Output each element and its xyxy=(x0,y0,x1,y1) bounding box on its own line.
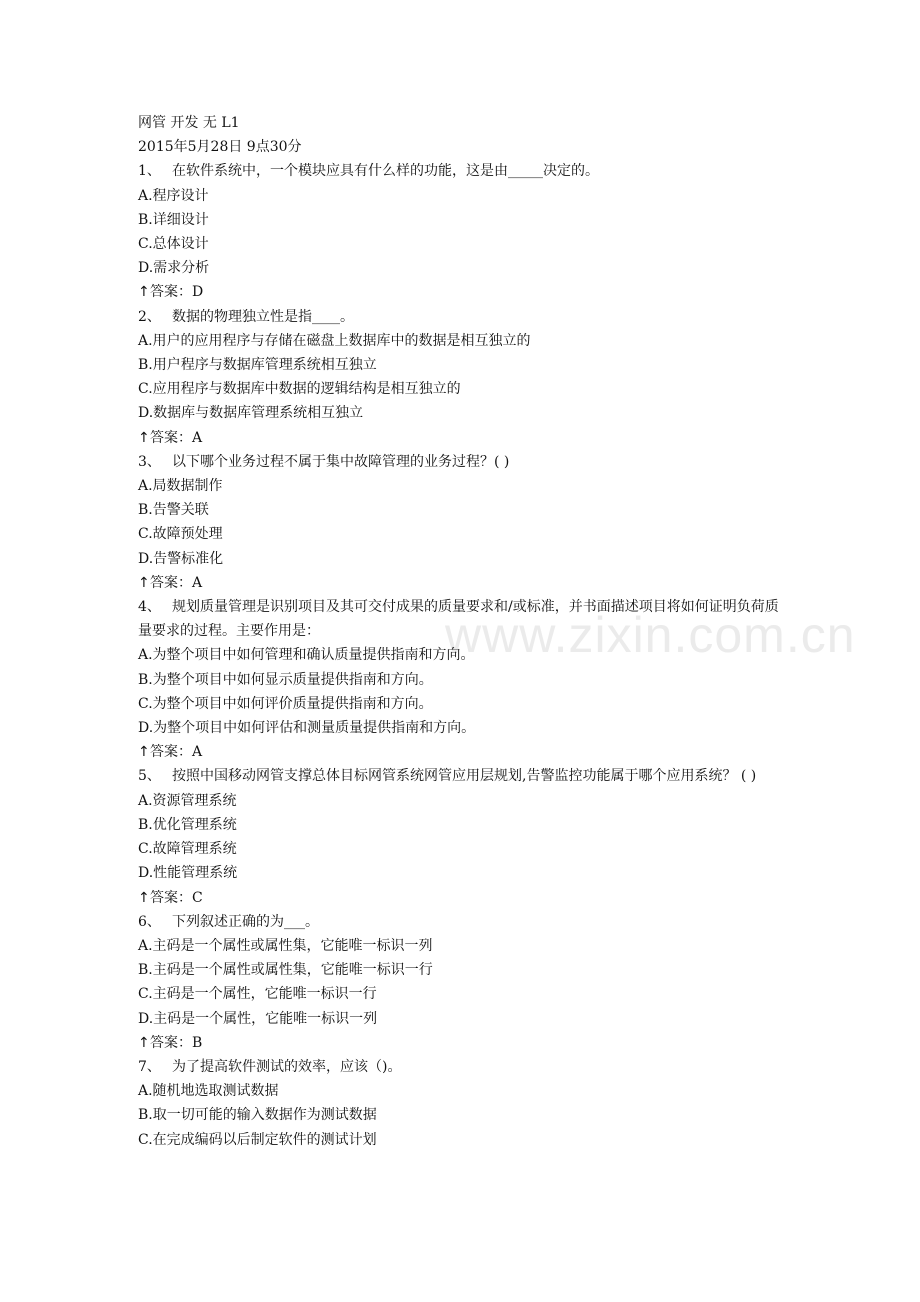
answer-option: A.资源管理系统 xyxy=(138,792,237,809)
arrow-up-icon: ↑ xyxy=(138,284,150,301)
answer-option: A.用户的应用程序与存储在磁盘上数据库中的数据是相互独立的 xyxy=(138,332,531,349)
answer-text: 答案：A xyxy=(150,744,203,761)
question-block xyxy=(138,159,788,304)
question-stem xyxy=(138,910,788,934)
answer-option: B.详细设计 xyxy=(138,211,209,228)
question-text: 在软件系统中，一个模块应具有什么样的功能，这是由_____决定的。 xyxy=(172,163,599,180)
answer-option: B.为整个项目中如何显示质量提供指南和方向。 xyxy=(138,671,433,688)
answer-option: D.数据库与数据库管理系统相互独立 xyxy=(138,405,364,422)
answer-line xyxy=(138,886,788,910)
question-number: 5、 xyxy=(138,768,161,785)
watermark: www.zixin.com.cn xyxy=(445,607,856,663)
answer-option: D.性能管理系统 xyxy=(138,865,238,882)
answer-option: A.程序设计 xyxy=(138,187,209,204)
answer-option: A.局数据制作 xyxy=(138,478,223,495)
answer-option: D.需求分析 xyxy=(138,260,210,277)
answer-option: B.告警关联 xyxy=(138,502,209,519)
question-number: 6、 xyxy=(138,913,161,930)
answer-line xyxy=(138,426,788,450)
answer-text: 答案：D xyxy=(150,284,204,301)
answer-option: C.应用程序与数据库中数据的逻辑结构是相互独立的 xyxy=(138,381,461,398)
question-text: 以下哪个业务过程不属于集中故障管理的业务过程？( ) xyxy=(172,453,510,470)
answer-option: C.故障预处理 xyxy=(138,526,223,543)
answer-line xyxy=(138,571,788,595)
question-block xyxy=(138,1055,788,1152)
question-stem xyxy=(138,159,788,183)
question-block xyxy=(138,764,788,909)
arrow-up-icon: ↑ xyxy=(138,574,150,591)
answer-line xyxy=(138,740,788,764)
answer-option: A.随机地选取测试数据 xyxy=(138,1083,279,1100)
arrow-up-icon: ↑ xyxy=(138,1034,150,1051)
question-block xyxy=(138,305,788,450)
answer-line xyxy=(138,280,788,304)
question-number: 2、 xyxy=(138,308,161,325)
arrow-up-icon: ↑ xyxy=(138,889,150,906)
answer-option: D.主码是一个属性，它能唯一标识一列 xyxy=(138,1010,378,1027)
answer-option: C.故障管理系统 xyxy=(138,841,237,858)
answer-option: C.主码是一个属性，它能唯一标识一行 xyxy=(138,986,377,1003)
question-number: 1、 xyxy=(138,163,161,180)
question-text: 数据的物理独立性是指____。 xyxy=(172,308,354,325)
answer-option: D.告警标准化 xyxy=(138,550,224,567)
question-block xyxy=(138,450,788,595)
arrow-up-icon: ↑ xyxy=(138,744,150,761)
answer-option: A.为整个项目中如何管理和确认质量提供指南和方向。 xyxy=(138,647,475,664)
arrow-up-icon: ↑ xyxy=(138,429,150,446)
question-stem xyxy=(138,450,788,474)
question-stem xyxy=(138,1055,788,1079)
answer-option: B.用户程序与数据库管理系统相互独立 xyxy=(138,357,377,374)
question-text: 按照中国移动网管支撑总体目标网管系统网管应用层规划,告警监控功能属于哪个应用系统？ ( ) xyxy=(172,768,757,785)
question-text: 为了提高软件测试的效率，应该（)。 xyxy=(172,1058,402,1075)
answer-option: B.优化管理系统 xyxy=(138,816,237,833)
question-text: 下列叙述正确的为___。 xyxy=(172,913,319,930)
question-stem xyxy=(138,764,788,788)
question-number: 7、 xyxy=(138,1058,161,1075)
answer-option: A.主码是一个属性或属性集，它能唯一标识一列 xyxy=(138,937,433,954)
answer-option: B.主码是一个属性或属性集，它能唯一标识一行 xyxy=(138,962,433,979)
answer-text: 答案：A xyxy=(150,574,203,591)
answer-line xyxy=(138,1031,788,1055)
doc-title: 网管 开发 无 L1 xyxy=(138,115,240,131)
question-number: 3、 xyxy=(138,453,161,470)
answer-option: C.总体设计 xyxy=(138,236,209,253)
document-body xyxy=(138,111,788,1152)
doc-date: 2015年5月28日 9点30分 xyxy=(138,139,302,156)
question-number: 4、 xyxy=(138,599,161,616)
answer-option: C.为整个项目中如何评价质量提供指南和方向。 xyxy=(138,695,433,712)
answer-text: 答案：C xyxy=(150,889,203,906)
question-block xyxy=(138,910,788,1055)
answer-text: 答案：B xyxy=(150,1034,203,1051)
question-list xyxy=(138,159,788,1151)
answer-text: 答案：A xyxy=(150,429,203,446)
question-block xyxy=(138,595,788,764)
question-stem xyxy=(138,305,788,329)
question-stem xyxy=(138,595,788,643)
answer-option: B.取一切可能的输入数据作为测试数据 xyxy=(138,1107,377,1124)
question-text: 规划质量管理是识别项目及其可交付成果的质量要求和/或标准，并书面描述项目将如何证明负荷质量要求的过程。主要作用是： xyxy=(138,599,779,640)
answer-option: C.在完成编码以后制定软件的测试计划 xyxy=(138,1131,377,1148)
answer-option: D.为整个项目中如何评估和测量质量提供指南和方向。 xyxy=(138,720,476,737)
